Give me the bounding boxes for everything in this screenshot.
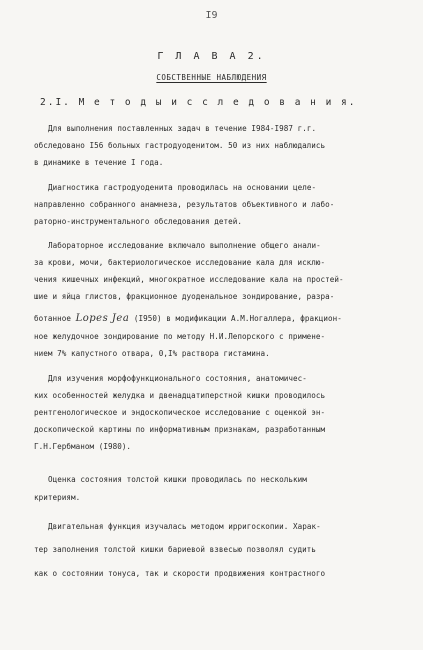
text-line: направленно собранного анамнеза, результатов объективного и лабо- xyxy=(34,200,335,209)
text-fragment: (I950) в модификации А.М.Ногаллера, фракцион- xyxy=(133,314,342,323)
text-line: Для изучения морфофункционального состояния, анатомичес- xyxy=(48,374,307,383)
text-line: рентгенологическое и эндоскопическое исследование с оценкой эн- xyxy=(34,408,326,417)
section-heading: 2.I. М е т о д ы и с с л е д о в а н и я. xyxy=(40,97,357,108)
text-line: за крови, мочи, бактериологическое исследование кала для исклю- xyxy=(34,258,326,267)
text-line-with-handwriting xyxy=(34,313,342,324)
text-line: тер заполнения толстой кишки бариевой взвесью позволял судить xyxy=(34,545,316,554)
text-line: Двигательная функция изучалась методом ирригоскопии. Харак- xyxy=(48,522,321,531)
page-number: I9 xyxy=(205,10,218,21)
text-line: раторно-инструментального обследования детей. xyxy=(34,217,242,226)
text-fragment: ботанное xyxy=(34,314,71,323)
text-line: ное желудочное зондирование по методу Н.И.Лепорского с примене- xyxy=(34,332,326,341)
text-line: Оценка состояния толстой кишки проводилась по нескольким xyxy=(48,475,307,484)
handwritten-name: Lopes Jea xyxy=(75,313,130,324)
text-line: Г.Н.Гербманом (I980). xyxy=(34,442,132,451)
text-line: нием 7% капустного отвара, 0,I% раствора гистамина. xyxy=(34,349,270,358)
text-line: Для выполнения поставленных задач в течение I984-I987 г.г. xyxy=(48,124,317,133)
text-line: ких особенностей желудка и двенадцатиперстной кишки проводилось xyxy=(34,391,326,400)
chapter-title: Г Л А В А 2. xyxy=(157,51,266,62)
text-line: шие и яйца глистов, фракционное дуоденальное зондирование, разра- xyxy=(34,292,335,301)
text-line: в динамике в течение I года. xyxy=(34,158,164,167)
text-line: доскопической картины по информативным признакам, разработанным xyxy=(34,425,326,434)
text-line: Диагностика гастродуоденита проводилась на основании целе- xyxy=(48,183,317,192)
chapter-subtitle: СОБСТВЕННЫЕ НАБЛЮДЕНИЯ xyxy=(156,73,267,82)
text-line: чения кишечных инфекций, многократное исследование кала на простей- xyxy=(34,275,344,284)
text-line: обследовано I56 больных гастродуоденитом. 50 из них наблюдались xyxy=(34,141,326,150)
text-line: Лабораторное исследование включало выполнение общего анали- xyxy=(48,241,321,250)
text-line: как о состоянии тонуса, так и скорости продвижения контрастного xyxy=(34,569,326,578)
text-line: критериям. xyxy=(34,493,81,502)
